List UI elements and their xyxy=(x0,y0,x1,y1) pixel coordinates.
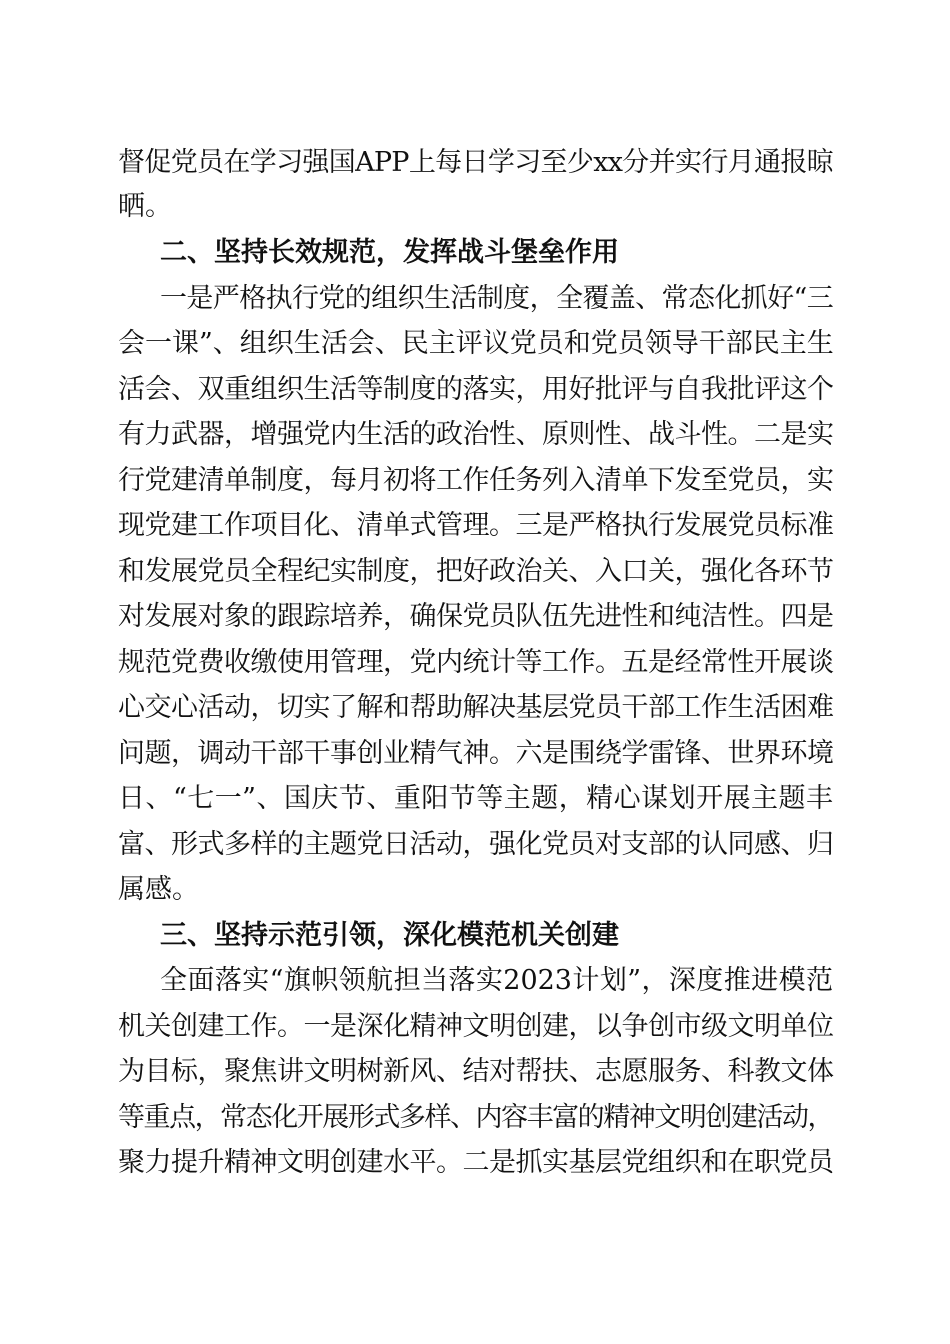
paragraph-line: 规范党费收缴使用管理，党内统计等工作。五是经常性开展谈 xyxy=(118,647,834,678)
paragraph-line: 和发展党员全程纪实制度，把好政治关、入口关，强化各环节 xyxy=(118,556,834,587)
paragraph-line: 一是严格执行党的组织生活制度，全覆盖、常态化抓好“三 xyxy=(160,283,833,314)
paragraph-line: 机关创建工作。一是深化精神文明创建，以争创市级文明单位 xyxy=(118,1011,834,1042)
paragraph-line: 聚力提升精神文明创建水平。二是抓实基层党组织和在职党员 xyxy=(118,1147,834,1178)
paragraph-line: 有力武器，增强党内生活的政治性、原则性、战斗性。二是实 xyxy=(118,419,834,450)
paragraph-line: 对发展对象的跟踪培养，确保党员队伍先进性和纯洁性。四是 xyxy=(118,601,834,632)
paragraph-line: 为目标，聚焦讲文明树新风、结对帮扶、志愿服务、科教文体 xyxy=(118,1056,834,1087)
paragraph-line: 会一课”、组织生活会、民主评议党员和党员领导干部民主生 xyxy=(118,328,834,359)
paragraph-line: 日、“七一”、国庆节、重阳节等主题，精心谋划开展主题丰 xyxy=(118,783,833,814)
paragraph-line: 等重点，常态化开展形式多样、内容丰富的精神文明创建活动， xyxy=(118,1102,833,1133)
paragraph-line: 督促党员在学习强国APP上每日学习至少xx分并实行月通报晾 xyxy=(118,147,833,178)
paragraph-line: 属感。 xyxy=(118,874,199,905)
section-heading-3: 三、坚持示范引领，深化模范机关创建 xyxy=(160,920,619,951)
section-heading-2: 二、坚持长效规范，发挥战斗堡垒作用 xyxy=(160,237,619,268)
paragraph-line: 心交心活动，切实了解和帮助解决基层党员干部工作生活困难 xyxy=(118,692,834,723)
paragraph-line: 行党建清单制度，每月初将工作任务列入清单下发至党员，实 xyxy=(118,465,834,496)
paragraph-line: 活会、双重组织生活等制度的落实，用好批评与自我批评这个 xyxy=(118,374,834,405)
paragraph-line: 全面落实“旗帜领航担当落实2023计划”，深度推进模范 xyxy=(160,965,833,996)
paragraph-line: 问题，调动干部干事创业精气神。六是围绕学雷锋、世界环境 xyxy=(118,738,834,769)
paragraph-line: 晒。 xyxy=(118,191,172,222)
paragraph-line: 富、形式多样的主题党日活动，强化党员对支部的认同感、归 xyxy=(118,829,834,860)
paragraph-line: 现党建工作项目化、清单式管理。三是严格执行发展党员标准 xyxy=(118,510,834,541)
